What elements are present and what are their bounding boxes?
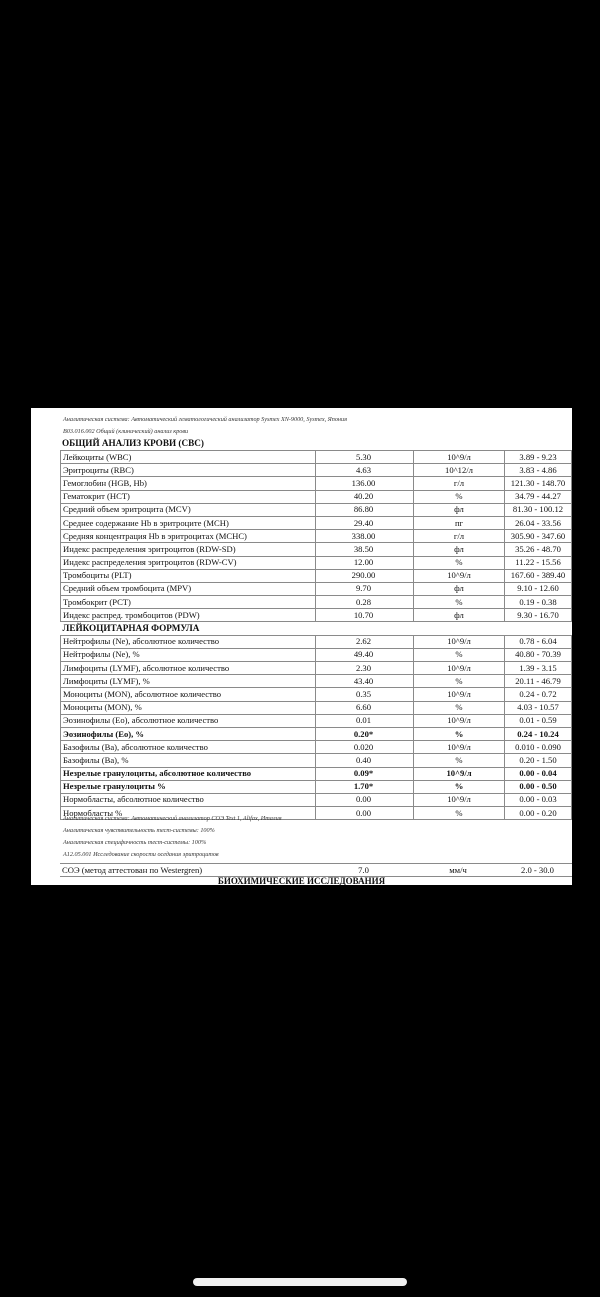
table-row [61, 741, 572, 754]
cell-ref: 26.04 - 33.56 [505, 516, 572, 529]
cell-unit: г/л [414, 530, 505, 543]
cell-ref: 0.00 - 0.50 [505, 780, 572, 793]
cell-unit: фл [414, 582, 505, 595]
cell-name: Индекс распред. тромбоцитов (PDW) [61, 609, 316, 622]
cell-name: Средняя концентрация Hb в эритроцитах (MCHC) [61, 530, 316, 543]
cbc-title: ОБЩИЙ АНАЛИЗ КРОВИ (CBC) [62, 438, 204, 448]
cell-value: 0.20* [316, 727, 414, 740]
cell-name: Лимфоциты (LYMF), % [61, 675, 316, 688]
cell-name: Лимфоциты (LYMF), абсолютное количество [61, 662, 316, 675]
cell-value: 29.40 [316, 516, 414, 529]
cell-unit: 10^12/л [414, 464, 505, 477]
cell-unit: % [414, 807, 505, 820]
cell-unit: 10^9/л [414, 688, 505, 701]
cell-ref: 11.22 - 15.56 [505, 556, 572, 569]
table-row [61, 793, 572, 806]
table-row [61, 635, 572, 648]
cell-name: Гемоглобин (HGB, Hb) [61, 477, 316, 490]
cell-name: Незрелые гранулоциты, абсолютное количество [61, 767, 316, 780]
cell-ref: 0.010 - 0.090 [505, 741, 572, 754]
table-row [61, 701, 572, 714]
cell-unit: 10^9/л [414, 451, 505, 464]
cell-unit: % [414, 727, 505, 740]
cell-unit: фл [414, 503, 505, 516]
cell-value: 10.70 [316, 609, 414, 622]
esr-meta-analyzer: Аналитическая система: Автоматический анализатор СОЭ Test 1, Alifax, Италия [63, 815, 282, 822]
cell-value: 6.60 [316, 701, 414, 714]
cell-value: 49.40 [316, 648, 414, 661]
cell-ref: 0.19 - 0.38 [505, 596, 572, 609]
cell-ref: 0.01 - 0.59 [505, 714, 572, 727]
cell-name: Средний объем эритроцита (MCV) [61, 503, 316, 516]
table-row [61, 569, 572, 582]
cell-ref: 1.39 - 3.15 [505, 662, 572, 675]
leuko-title: ЛЕЙКОЦИТАРНАЯ ФОРМУЛА [61, 622, 572, 635]
cell-unit: г/л [414, 477, 505, 490]
cell-value: 40.20 [316, 490, 414, 503]
table-row [61, 451, 572, 464]
cell-value: 0.020 [316, 741, 414, 754]
table-row [61, 675, 572, 688]
cell-ref: 305.90 - 347.60 [505, 530, 572, 543]
cell-value: 4.63 [316, 464, 414, 477]
table-row [61, 767, 572, 780]
table-row [61, 596, 572, 609]
table-row [61, 609, 572, 622]
cell-name: Базофилы (Ba), абсолютное количество [61, 741, 316, 754]
esr-meta-code: A12.05.001 Исследование скорости оседания эритроцитов [63, 851, 219, 858]
table-row [61, 503, 572, 516]
table-row [61, 556, 572, 569]
cell-name: Нейтрофилы (Ne), абсолютное количество [61, 635, 316, 648]
cell-ref: 3.89 - 9.23 [505, 451, 572, 464]
cell-unit: 10^9/л [414, 767, 505, 780]
cell-unit: пг [414, 516, 505, 529]
cell-name: Индекс распределения эритроцитов (RDW-SD) [61, 543, 316, 556]
cell-value: 0.01 [316, 714, 414, 727]
cell-value: 338.00 [316, 530, 414, 543]
cell-value: 2.30 [316, 662, 414, 675]
cell-ref: 35.26 - 48.70 [505, 543, 572, 556]
cell-name: Нормобласты % [61, 807, 316, 820]
cell-unit: % [414, 780, 505, 793]
cell-name: Эритроциты (RBC) [61, 464, 316, 477]
cell-ref: 0.00 - 0.20 [505, 807, 572, 820]
table-row [61, 490, 572, 503]
cell-unit: % [414, 648, 505, 661]
cell-unit: 10^9/л [414, 569, 505, 582]
cell-ref: 0.24 - 0.72 [505, 688, 572, 701]
cell-ref: 0.00 - 0.03 [505, 793, 572, 806]
cell-ref: 0.00 - 0.04 [505, 767, 572, 780]
esr-name: СОЭ (метод аттестован по Westergren) [60, 864, 314, 877]
table-row [61, 754, 572, 767]
analyzer-line: Аналитическая система: Автоматический гематологический анализатор Sysmex XN-9000, Sysmex, Япония [63, 416, 347, 423]
table-row [61, 648, 572, 661]
cell-value: 2.62 [316, 635, 414, 648]
cell-unit: % [414, 556, 505, 569]
table-row [61, 780, 572, 793]
cell-unit: % [414, 596, 505, 609]
table-row [61, 714, 572, 727]
esr-row [60, 864, 572, 877]
cell-ref: 9.10 - 12.60 [505, 582, 572, 595]
table-row [61, 582, 572, 595]
cell-name: Нормобласты, абсолютное количество [61, 793, 316, 806]
cell-ref: 0.24 - 10.24 [505, 727, 572, 740]
biochemistry-title: БИОХИМИЧЕСКИЕ ИССЛЕДОВАНИЯ [217, 876, 386, 885]
table-row [61, 516, 572, 529]
table-row [61, 464, 572, 477]
esr-value: 7.0 [314, 864, 413, 877]
cell-name: Незрелые гранулоциты % [61, 780, 316, 793]
cell-value: 43.40 [316, 675, 414, 688]
cell-name: Моноциты (MON), % [61, 701, 316, 714]
home-indicator-bar[interactable] [193, 1278, 407, 1286]
cell-unit: 10^9/л [414, 662, 505, 675]
cell-name: Эозинофилы (Eo), абсолютное количество [61, 714, 316, 727]
cell-ref: 121.30 - 148.70 [505, 477, 572, 490]
cell-ref: 3.83 - 4.86 [505, 464, 572, 477]
cell-value: 0.09* [316, 767, 414, 780]
cell-value: 38.50 [316, 543, 414, 556]
cell-ref: 4.03 - 10.57 [505, 701, 572, 714]
cell-unit: 10^9/л [414, 793, 505, 806]
cell-value: 86.80 [316, 503, 414, 516]
cell-value: 9.70 [316, 582, 414, 595]
cell-unit: фл [414, 543, 505, 556]
cell-unit: % [414, 490, 505, 503]
cell-ref: 9.30 - 16.70 [505, 609, 572, 622]
esr-ref: 2.0 - 30.0 [503, 864, 572, 877]
cell-unit: 10^9/л [414, 714, 505, 727]
esr-meta-specificity: Аналитическая специфичность тест-системы: 100% [63, 839, 207, 846]
table-row [61, 688, 572, 701]
cell-name: Среднее содержание Hb в эритроците (MCH) [61, 516, 316, 529]
cell-name: Моноциты (MON), абсолютное количество [61, 688, 316, 701]
cell-ref: 0.78 - 6.04 [505, 635, 572, 648]
cell-value: 0.35 [316, 688, 414, 701]
lab-report-sheet [31, 408, 572, 885]
esr-meta-sensitivity: Аналитическая чувствительность тест-системы: 100% [63, 827, 215, 834]
cell-ref: 34.79 - 44.27 [505, 490, 572, 503]
cell-name: Лейкоциты (WBC) [61, 451, 316, 464]
cell-value: 136.00 [316, 477, 414, 490]
cell-unit: % [414, 754, 505, 767]
cell-unit: фл [414, 609, 505, 622]
cell-name: Тромбокрит (PCT) [61, 596, 316, 609]
cell-ref: 0.20 - 1.50 [505, 754, 572, 767]
table-row [61, 543, 572, 556]
cell-ref: 81.30 - 100.12 [505, 503, 572, 516]
cell-value: 1.70* [316, 780, 414, 793]
cell-name: Нейтрофилы (Ne), % [61, 648, 316, 661]
cell-name: Эозинофилы (Eo), % [61, 727, 316, 740]
service-code: B03.016.002 Общий (клинический) анализ крови [63, 428, 189, 435]
cell-value: 290.00 [316, 569, 414, 582]
cell-value: 5.30 [316, 451, 414, 464]
esr-unit: мм/ч [413, 864, 503, 877]
cell-unit: 10^9/л [414, 741, 505, 754]
cell-value: 0.40 [316, 754, 414, 767]
cell-ref: 167.60 - 389.40 [505, 569, 572, 582]
cell-value: 0.00 [316, 793, 414, 806]
cell-unit: 10^9/л [414, 635, 505, 648]
cell-name: Тромбоциты (PLT) [61, 569, 316, 582]
table-row [61, 477, 572, 490]
cell-name: Индекс распределения эритроцитов (RDW-CV) [61, 556, 316, 569]
cell-unit: % [414, 675, 505, 688]
esr-table [60, 863, 572, 877]
cell-value: 0.00 [316, 807, 414, 820]
table-row [61, 662, 572, 675]
cell-name: Средний объем тромбоцита (MPV) [61, 582, 316, 595]
cell-name: Базофилы (Ba), % [61, 754, 316, 767]
cell-value: 12.00 [316, 556, 414, 569]
cell-ref: 20.11 - 46.79 [505, 675, 572, 688]
table-row [61, 530, 572, 543]
cbc-table [60, 450, 572, 820]
cell-name: Гематокрит (HCT) [61, 490, 316, 503]
cell-ref: 40.80 - 70.39 [505, 648, 572, 661]
table-row [61, 727, 572, 740]
cell-unit: % [414, 701, 505, 714]
cell-value: 0.28 [316, 596, 414, 609]
